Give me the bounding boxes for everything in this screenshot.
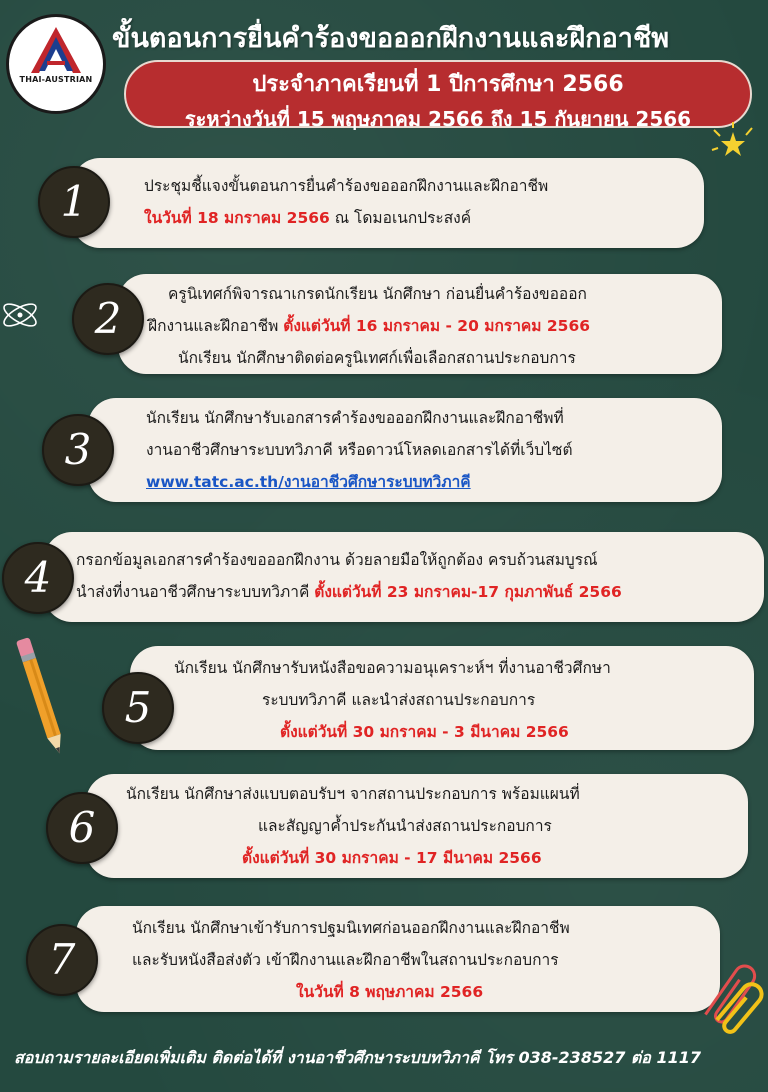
step-5-line-2: ระบบทวิภาคี และนำส่งสถานประกอบการ xyxy=(262,691,536,709)
step-card-6 xyxy=(86,774,748,878)
paperclip-icon xyxy=(700,948,764,1040)
step-number-2: 2 xyxy=(72,283,144,355)
step-1-line-2 xyxy=(144,202,471,234)
step-card-4 xyxy=(44,532,764,622)
step-4-line-1: กรอกข้อมูลเอกสารคำร้องขอออกฝึกงาน ด้วยลายมือให้ถูกต้อง ครบถ้วนสมบูรณ์ xyxy=(76,551,598,569)
step-4-date: ตั้งแต่วันที่ 23 มกราคม-17 กุมภาพันธ์ 2566 xyxy=(314,583,622,601)
step-card-7 xyxy=(76,906,720,1012)
pencil-icon xyxy=(14,630,70,762)
step-2-line-1: ครูนิเทศก์พิจารณาเกรดนักเรียน นักศึกษา ก่อนยื่นคำร้องขอออก xyxy=(168,285,587,303)
step-1-date: ในวันที่ 18 มกราคม 2566 xyxy=(144,209,330,227)
step-card-5 xyxy=(130,646,754,750)
step-4-line-2 xyxy=(76,576,622,608)
step-number-3: 3 xyxy=(42,414,114,486)
step-2-line-2 xyxy=(148,310,590,342)
step-6-line-2: และสัญญาค้ำประกันนำส่งสถานประกอบการ xyxy=(258,817,552,835)
step-2-text: ฝึกงานและฝึกอาชีพ xyxy=(148,317,284,335)
logo-label: THAI-AUSTRIAN xyxy=(19,75,93,84)
step-2-line-3: นักเรียน นักศึกษาติดต่อครูนิเทศก์เพื่อเลือกสถานประกอบการ xyxy=(178,349,576,367)
step-card-1 xyxy=(72,158,704,248)
step-4-text: นำส่งที่งานอาชีวศึกษาระบบทวิภาคี xyxy=(76,583,315,601)
step-7-line-2: และรับหนังสือส่งตัว เข้าฝึกงานและฝึกอาชีพในสถานประกอบการ xyxy=(132,951,559,969)
step-7-line-1: นักเรียน นักศึกษาเข้ารับการปฐมนิเทศก่อนออกฝึกงานและฝึกอาชีพ xyxy=(132,919,570,937)
contact-footer: สอบถามรายละเอียดเพิ่มเติม ติดต่อได้ที่ งานอาชีวศึกษาระบบทวิภาคี โทร 038-238527 ต่อ 1117 xyxy=(14,1048,702,1067)
step-3-line-2: งานอาชีวศึกษาระบบทวิภาคี หรือดาวน์โหลดเอกสารได้ที่เว็บไซต์ xyxy=(146,441,573,459)
step-card-2 xyxy=(118,274,722,374)
step-7-date: ในวันที่ 8 พฤษภาคม 2566 xyxy=(296,983,484,1001)
college-logo xyxy=(6,14,106,114)
step-3-line-3 xyxy=(146,466,471,498)
atom-doodle-icon xyxy=(0,290,44,340)
page-title: ขั้นตอนการยื่นคำร้องขอออกฝึกงานและฝึกอาชีพ xyxy=(112,23,670,54)
step-2-date: ตั้งแต่วันที่ 16 มกราคม - 20 มกราคม 2566 xyxy=(283,317,591,335)
star-icon xyxy=(708,120,758,170)
step-6-date: ตั้งแต่วันที่ 30 มกราคม - 17 มีนาคม 2566 xyxy=(242,849,542,867)
period-text: ระหว่างวันที่ 15 พฤษภาคม 2566 ถึง 15 กันยายน 2566 xyxy=(184,107,692,131)
download-link[interactable]: www.tatc.ac.th/งานอาชีวศึกษาระบบทวิภาคี xyxy=(146,473,471,491)
step-number-6: 6 xyxy=(46,792,118,864)
step-number-4: 4 xyxy=(2,542,74,614)
step-1-line-1: ประชุมชี้แจงขั้นตอนการยื่นคำร้องขอออกฝึกงานและฝึกอาชีพ xyxy=(144,177,549,195)
semester-banner xyxy=(124,60,752,131)
step-3-line-1: นักเรียน นักศึกษารับเอกสารคำร้องขอออกฝึกงานและฝึกอาชีพที่ xyxy=(146,409,564,427)
step-number-5: 5 xyxy=(102,672,174,744)
step-5-line-1: นักเรียน นักศึกษารับหนังสือขอความอนุเคราะห์ฯ ที่งานอาชีวศึกษา xyxy=(174,659,611,677)
step-6-line-1: นักเรียน นักศึกษาส่งแบบตอบรับฯ จากสถานประกอบการ พร้อมแผนที่ xyxy=(126,785,580,803)
step-card-3 xyxy=(88,398,722,502)
step-number-7: 7 xyxy=(26,924,98,996)
step-5-date: ตั้งแต่วันที่ 30 มกราคม - 3 มีนาคม 2566 xyxy=(280,723,569,741)
step-1-location: ณ โดมอเนกประสงค์ xyxy=(329,209,472,227)
semester-text: ประจำภาคเรียนที่ 1 ปีการศึกษา 2566 xyxy=(252,72,624,97)
step-number-1: 1 xyxy=(38,166,110,238)
logo-emblem-icon xyxy=(9,17,103,111)
